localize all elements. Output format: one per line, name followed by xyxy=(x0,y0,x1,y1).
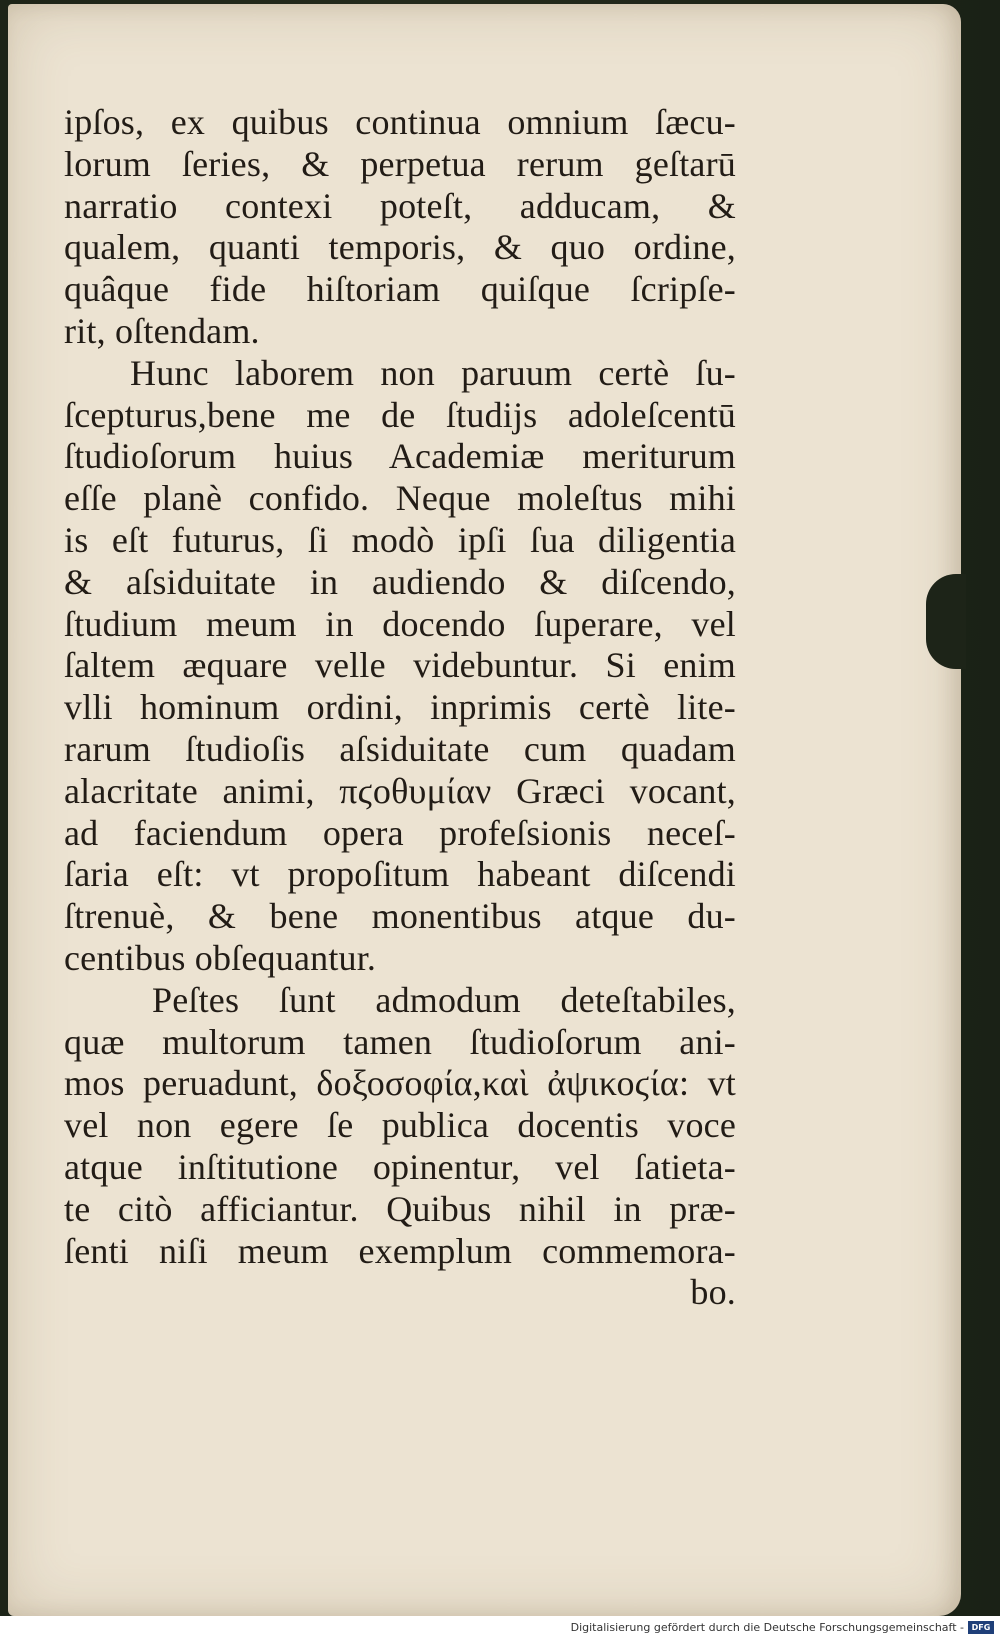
text-line: qualem, quanti temporis, & quo ordine, xyxy=(64,227,736,268)
text-line: ſtudium meum in docendo ſuperare, vel xyxy=(64,603,736,644)
text-line: ſenti niſi meum exemplum commemora- xyxy=(64,1230,736,1271)
text-line: ſaria eſt: vt propoſitum habeant diſcendi xyxy=(64,854,736,895)
paragraph-start-line: Hunc laborem non paruum certè ſu- xyxy=(130,352,736,393)
text-line: ad faciendum opera profeſsionis neceſ- xyxy=(64,812,736,853)
text-line: atque inſtitutione opinentur, vel ſatieta- xyxy=(64,1146,736,1187)
text-line: quâque fide hiſtoriam quiſque ſcripſe- xyxy=(64,269,736,310)
text-line: ſtrenuè, & bene monentibus atque du- xyxy=(64,896,736,937)
text-line: ſaltem æquare velle videbuntur. Si enim xyxy=(64,645,736,686)
text-line: rit, oſtendam. xyxy=(64,310,260,351)
text-line: & aſsiduitate in audiendo & diſcendo, xyxy=(64,561,736,602)
page-edge-notch xyxy=(926,574,966,669)
text-line: vel non egere ſe publica docentis voce xyxy=(64,1105,736,1146)
text-line: centibus obſequantur. xyxy=(64,937,377,978)
text-line: alacritate animi, πϛοθυμίαν Græci vocant, xyxy=(64,770,736,811)
page-text-block xyxy=(64,102,736,1314)
text-line: eſſe planè confido. Neque moleſtus mihi xyxy=(64,478,736,519)
text-line: ſtudioſorum huius Academiæ meriturum xyxy=(64,436,736,477)
digitization-footer xyxy=(0,1616,1000,1641)
dfg-logo: DFG xyxy=(968,1621,994,1634)
book-page xyxy=(8,4,961,1616)
text-line: narratio contexi poteſt, adducam, & xyxy=(64,185,736,226)
text-line: lorum ſeries, & perpetua rerum geſtarū xyxy=(64,143,736,184)
text-line: rarum ſtudioſis aſsiduitate cum quadam xyxy=(64,728,736,769)
text-line: ſcepturus,bene me de ſtudijs adoleſcentū xyxy=(64,394,736,435)
text-line: mos peruadunt, δοξοσοφία,καὶ ἀψικοϛία: vt xyxy=(64,1063,736,1104)
text-line: ipſos, ex quibus continua omnium ſæcu- xyxy=(64,102,736,142)
catchword: bo. xyxy=(690,1272,736,1313)
text-line: is eſt futurus, ſi modò ipſi ſua diligentia xyxy=(64,519,736,560)
text-line: vlli hominum ordini, inprimis certè lite- xyxy=(64,687,736,728)
paragraph-start-line: Peſtes ſunt admodum deteſtabiles, xyxy=(152,979,736,1020)
text-line: quæ multorum tamen ſtudioſorum ani- xyxy=(64,1021,736,1062)
funding-credit-text: Digitalisierung gefördert durch die Deutsche Forschungsgemeinschaft - xyxy=(570,1621,964,1634)
text-line: te citò afficiantur. Quibus nihil in præ- xyxy=(64,1188,736,1229)
